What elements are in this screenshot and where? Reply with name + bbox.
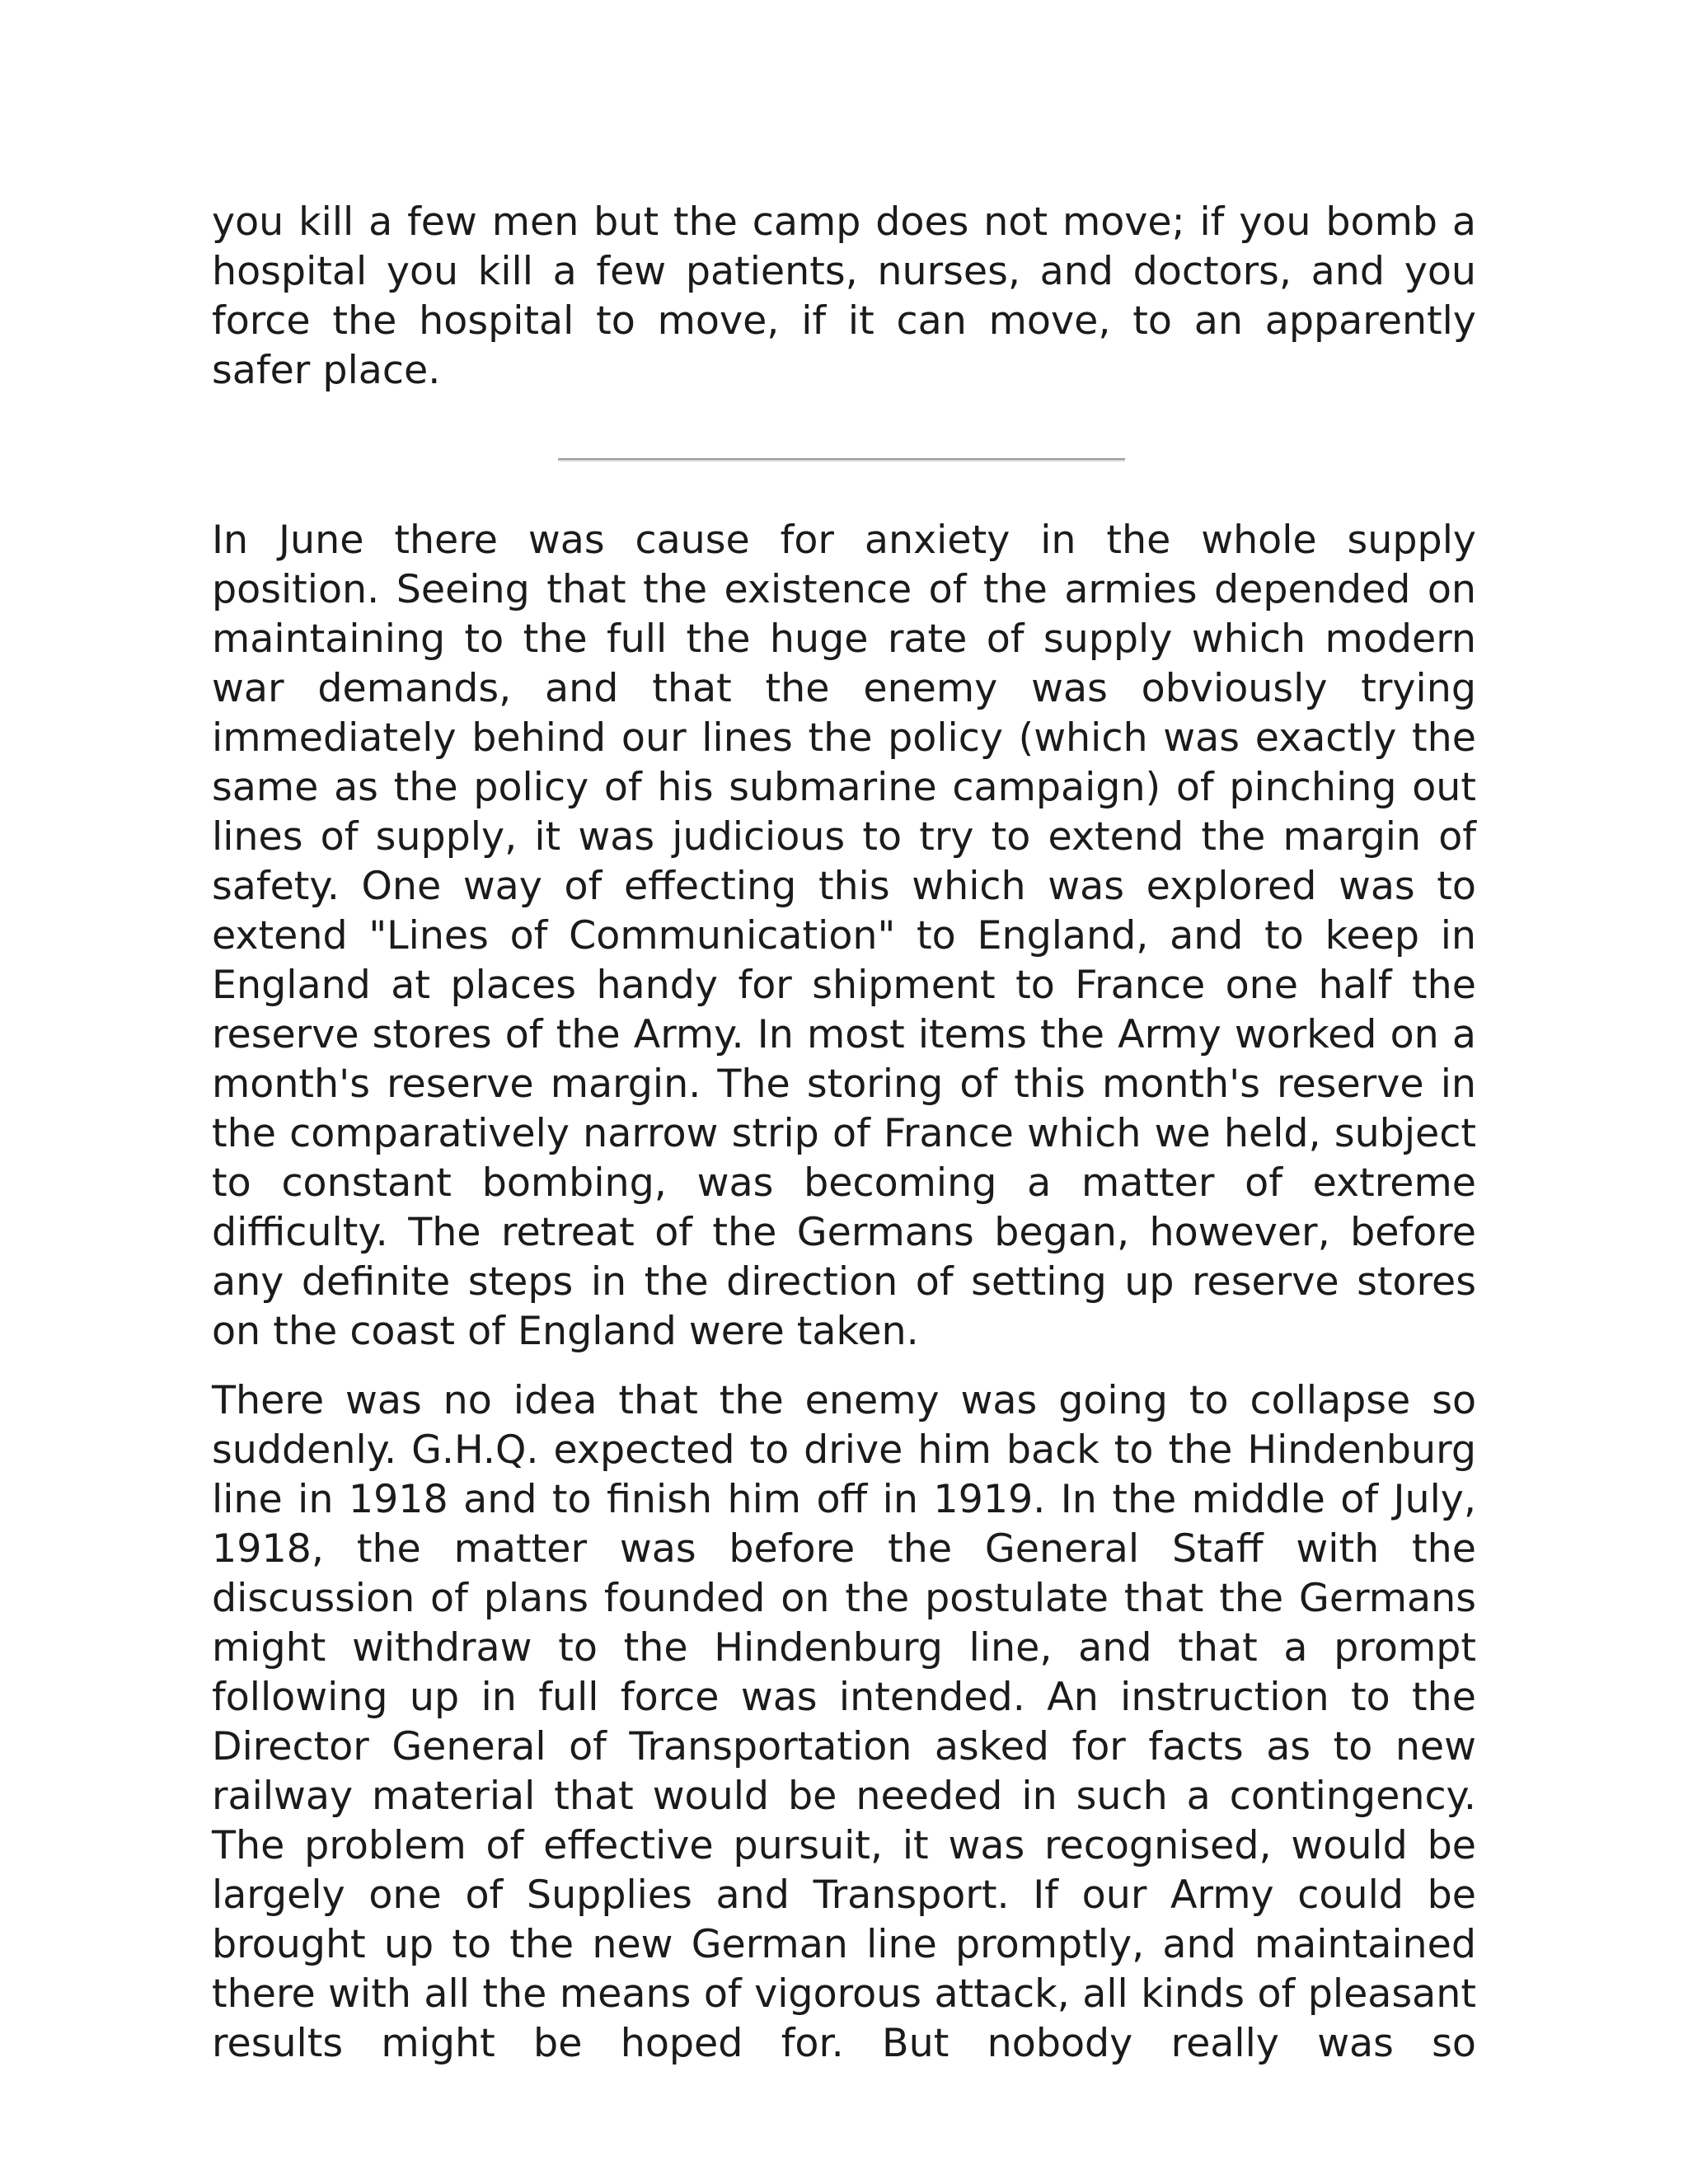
paragraph-supply-anxiety: In June there was cause for anxiety in the whole supply position. Seeing that the existence of the armies depended on maintaining to the full the huge rate of supply which modern war demands, and that the enemy was obviously trying immediately behind our lines the policy (which was exactly the same as the policy of his submarine campaign) of pinching out lines of supply, it was judicious to try to extend the margin of safety. One way of effecting this which was explored was to extend "Lines of Communication" to England, and to keep in England at places handy for shipment to France one half the reserve stores of the Army. In most items the Army worked on a month's reserve margin. The storing of this month's reserve in the comparatively narrow strip of France which we held, subject to constant bombing, was becoming a matter of extreme difficulty. The retreat of the Germans began, however, before any definite steps in the direction of setting up reserve stores on the coast of England were taken.	[212, 518, 1476, 1354]
paragraph-fragment: you kill a few men but the camp does not move; if you bomb a hospital you kill a few patients, nurses, and doctors, and you force the hospital to move, if it can move, to an apparently safer place.	[212, 199, 1476, 393]
horizontal-rule	[558, 458, 1125, 462]
document-page	[212, 198, 1476, 2069]
section-divider	[212, 396, 1476, 516]
paragraph-enemy-collapse: There was no idea that the enemy was going to collapse so suddenly. G.H.Q. expected to drive him back to the Hindenburg line in 1918 and to finish him off in 1919. In the middle of July, 1918, the matter was before the General Staff with the discussion of plans founded on the postulate that the Germans might withdraw to the Hindenburg line, and that a prompt following up in full force was intended. An instruction to the Director General of Transportation asked for facts as to new railway material that would be needed in such a contingency. The problem of effective pursuit, it was recognised, would be largely one of Supplies and Transport. If our Army could be brought up to the new German line promptly, and maintained there with all the means of vigorous attack, all kinds of pleasant results might be hoped for. But nobody really was so	[212, 1378, 1476, 2066]
